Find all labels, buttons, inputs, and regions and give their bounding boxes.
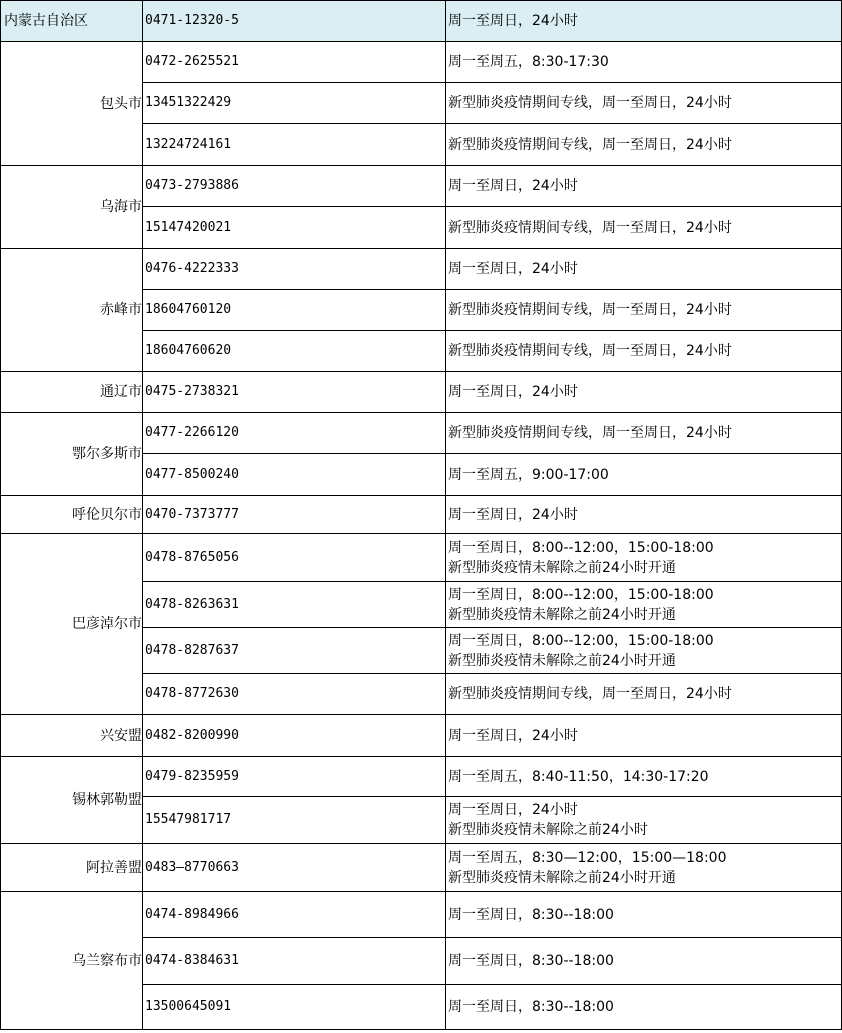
service-hours-line: 周一至周日，8:00--12:00，15:00-18:00 (448, 586, 714, 603)
table-row (1, 496, 842, 534)
hotline-table-body (1, 1, 842, 1030)
table-row (1, 166, 842, 207)
service-hours-line: 周一至周日，8:00--12:00，15:00-18:00 (448, 632, 714, 649)
service-hours (446, 331, 842, 372)
service-hours (446, 83, 842, 124)
city-name: 呼伦贝尔市 (1, 496, 143, 534)
service-hours (446, 628, 842, 674)
service-hours (446, 715, 842, 757)
phone-number: 15147420021 (143, 207, 446, 249)
phone-number: 13500645091 (143, 985, 446, 1030)
service-hours (446, 42, 842, 83)
phone-number: 0472-2625521 (143, 42, 446, 83)
service-hours (446, 124, 842, 166)
city-name: 阿拉善盟 (1, 844, 143, 892)
region-name: 内蒙古自治区 (1, 1, 143, 42)
phone-number: 0478-8287637 (143, 628, 446, 674)
service-hours (446, 757, 842, 797)
service-hours-line: 周一至周日，8:30--18:00 (448, 906, 614, 923)
table-row (1, 757, 842, 797)
service-hours-line: 周一至周日，8:30--18:00 (448, 953, 614, 969)
table-row (1, 892, 842, 938)
phone-number: 0477-8500240 (143, 454, 446, 496)
service-hours-line: 周一至周日，24小时 (448, 384, 578, 400)
service-hours (446, 534, 842, 582)
service-hours (446, 454, 842, 496)
service-hours (446, 207, 842, 249)
phone-number: 0478-8772630 (143, 674, 446, 715)
city-name: 兴安盟 (1, 715, 143, 757)
region-phone: 0471-12320-5 (143, 1, 446, 42)
city-name: 通辽市 (1, 372, 143, 413)
city-name: 乌海市 (1, 166, 143, 249)
service-hours (446, 844, 842, 892)
service-hours (446, 797, 842, 844)
service-hours-line: 周一至周日，8:30--18:00 (448, 999, 614, 1015)
service-hours-line: 周一至周五，9:00-17:00 (448, 466, 609, 483)
phone-number: 18604760620 (143, 331, 446, 372)
phone-number: 0483—8770663 (143, 844, 446, 892)
service-hours-line: 新型肺炎疫情未解除之前24小时开通 (448, 559, 676, 576)
service-hours-line: 周一至周日，24小时 (448, 802, 578, 818)
phone-number: 0476-4222333 (143, 249, 446, 290)
phone-number: 0482-8200990 (143, 715, 446, 757)
service-hours-line: 新型肺炎疫情未解除之前24小时 (448, 822, 648, 838)
service-hours-line: 新型肺炎疫情期间专线，周一至周日，24小时 (448, 425, 732, 441)
service-hours-line: 新型肺炎疫情未解除之前24小时开通 (448, 869, 676, 886)
phone-number: 0475-2738321 (143, 372, 446, 413)
service-hours-line: 新型肺炎疫情未解除之前24小时开通 (448, 606, 676, 623)
city-name: 鄂尔多斯市 (1, 413, 143, 496)
phone-number: 13451322429 (143, 83, 446, 124)
service-hours-line: 周一至周日，24小时 (448, 506, 578, 523)
service-hours (446, 166, 842, 207)
service-hours-line: 周一至周五，8:30—12:00，15:00—18:00 (448, 849, 727, 866)
service-hours (446, 496, 842, 534)
region-hours: 周一至周日，24小时 (446, 1, 842, 42)
city-name: 巴彦淖尔市 (1, 534, 143, 715)
table-row (1, 372, 842, 413)
phone-number: 0478-8263631 (143, 582, 446, 628)
table-row (1, 413, 842, 454)
service-hours (446, 290, 842, 331)
city-name: 锡林郭勒盟 (1, 757, 143, 844)
phone-number: 0474-8984966 (143, 892, 446, 938)
service-hours (446, 674, 842, 715)
phone-number: 0477-2266120 (143, 413, 446, 454)
service-hours-line: 周一至周日，24小时 (448, 178, 578, 194)
service-hours-line: 新型肺炎疫情期间专线，周一至周日，24小时 (448, 302, 732, 318)
phone-number: 0473-2793886 (143, 166, 446, 207)
table-row (1, 534, 842, 582)
service-hours (446, 372, 842, 413)
service-hours-line: 新型肺炎疫情未解除之前24小时开通 (448, 652, 676, 669)
phone-number: 0478-8765056 (143, 534, 446, 582)
service-hours-line: 周一至周日，24小时 (448, 727, 578, 744)
region-header-row (1, 1, 842, 42)
service-hours (446, 985, 842, 1030)
service-hours-line: 周一至周日，24小时 (448, 261, 578, 277)
table-row (1, 42, 842, 83)
city-name: 乌兰察布市 (1, 892, 143, 1030)
service-hours (446, 938, 842, 985)
phone-number: 13224724161 (143, 124, 446, 166)
service-hours-line: 周一至周五，8:30-17:30 (448, 54, 609, 70)
phone-number: 0470-7373777 (143, 496, 446, 534)
service-hours (446, 892, 842, 938)
table-row (1, 249, 842, 290)
phone-number: 0479-8235959 (143, 757, 446, 797)
table-row (1, 715, 842, 757)
service-hours-line: 周一至周五，8:40-11:50，14:30-17:20 (448, 768, 709, 785)
city-name: 包头市 (1, 42, 143, 166)
service-hours (446, 582, 842, 628)
phone-number: 15547981717 (143, 797, 446, 844)
service-hours-line: 新型肺炎疫情期间专线，周一至周日，24小时 (448, 136, 732, 153)
table-row (1, 844, 842, 892)
service-hours-line: 新型肺炎疫情期间专线，周一至周日，24小时 (448, 686, 732, 702)
city-name: 赤峰市 (1, 249, 143, 372)
phone-number: 0474-8384631 (143, 938, 446, 985)
service-hours-line: 周一至周日，8:00--12:00，15:00-18:00 (448, 539, 714, 556)
service-hours (446, 249, 842, 290)
service-hours-line: 新型肺炎疫情期间专线，周一至周日，24小时 (448, 343, 732, 359)
service-hours-line: 新型肺炎疫情期间专线，周一至周日，24小时 (448, 219, 732, 236)
phone-number: 18604760120 (143, 290, 446, 331)
service-hours (446, 413, 842, 454)
service-hours-line: 新型肺炎疫情期间专线，周一至周日，24小时 (448, 95, 732, 111)
